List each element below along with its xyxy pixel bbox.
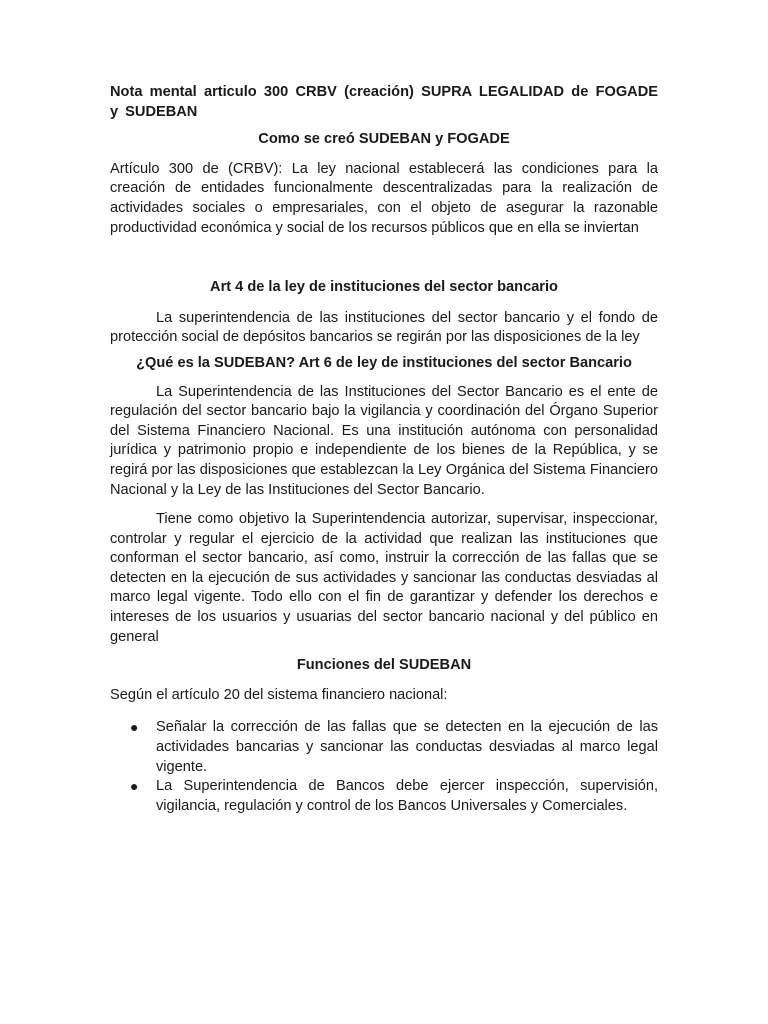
list-item <box>110 718 658 777</box>
bullet-icon: ● <box>130 778 139 795</box>
function-text: Señalar la corrección de las fallas que se detecten en la ejecución de las actividades bancarias y sancionar las conductas desviadas al marco legal vigente. <box>156 719 658 775</box>
list-item <box>110 777 658 816</box>
heading-art4: Art 4 de la ley de instituciones del sector bancario <box>210 279 558 296</box>
heading-what-is-sudeban: ¿Qué es la SUDEBAN? Art 6 de ley de instituciones del sector Bancario <box>136 354 632 371</box>
heading-functions: Funciones del SUDEBAN <box>296 657 472 674</box>
functions-list <box>110 718 658 816</box>
article-300-paragraph: Artículo 300 de (CRBV): La ley nacional establecerá las condiciones para la creación de entidades funcionalmente descentralizadas para la realización de actividades sociales o empresariales, con el objeto de asegurar la razonable productividad económica y social de los recursos públicos que en ella se inviertan <box>110 160 658 236</box>
functions-intro: Según el artículo 20 del sistema financiero nacional: <box>110 686 448 703</box>
art4-paragraph: La superintendencia de las instituciones del sector bancario y el fondo de protección social de depósitos bancarios se regirán por las disposiciones de la ley <box>110 309 658 346</box>
what-is-paragraph: La Superintendencia de las Instituciones del Sector Bancario es el ente de regulación del sector bancario bajo la vigilancia y coordinación del Órgano Superior del Sistema Financiero Nacional. Es una institución autónoma con personalidad jurídica y patrimonio propio e independiente de los bienes de la República, y se regirá por las disposiciones que establezcan la Ley Orgánica del Sistema Financiero Nacional y la Ley de las Instituciones del Sector Bancario. <box>110 383 658 498</box>
objective-paragraph: Tiene como objetivo la Superintendencia autorizar, supervisar, inspeccionar, controlar y regular el ejercicio de la actividad que realizan las instituciones que conforman el sector bancario, así como, instruir la corrección de las fallas que se detecten en la ejecución de sus actividades y sancionar las conductas desviadas al marco legal vigente. Todo ello con el fin de garantizar y defender los derechos e intereses de los usuarios y usuarias del sector bancario nacional y del público en general <box>110 511 658 645</box>
heading-creation: Como se creó SUDEBAN y FOGADE <box>258 131 510 148</box>
document-title: Nota mental articulo 300 CRBV (creación) SUPRA LEGALIDAD de FOGADE y SUDEBAN <box>110 84 658 120</box>
bullet-icon: ● <box>130 719 139 736</box>
function-text: La Superintendencia de Bancos debe ejercer inspección, supervisión, vigilancia, regulación y control de los Bancos Universales y Comerciales. <box>156 778 658 814</box>
